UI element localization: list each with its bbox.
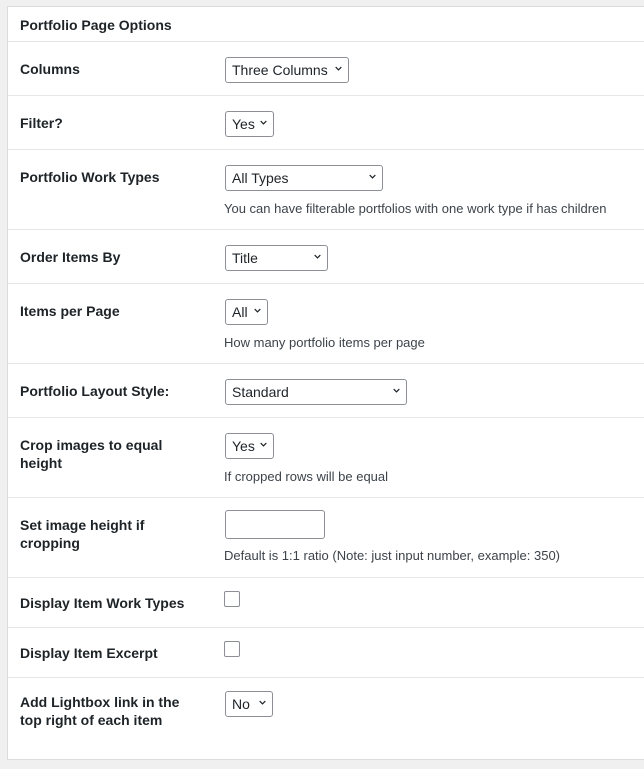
display-excerpt-label: Display Item Excerpt [20, 645, 158, 661]
columns-label: Columns [20, 61, 80, 77]
items-per-page-label: Items per Page [20, 303, 120, 319]
lightbox-link-select[interactable] [225, 691, 273, 717]
filter-select[interactable] [225, 111, 274, 137]
columns-select-value: Three Columns [232, 62, 328, 78]
display-work-types-checkbox[interactable] [224, 591, 240, 607]
display-excerpt-checkbox[interactable] [224, 641, 240, 657]
work-types-label: Portfolio Work Types [20, 169, 160, 185]
crop-images-description: If cropped rows will be equal [224, 469, 389, 484]
lightbox-link-label: Add Lightbox link in the top right of each item [20, 694, 180, 728]
items-per-page-select[interactable] [225, 299, 268, 325]
image-height-label: Set image height if cropping [20, 517, 145, 551]
row-display-work-types [8, 578, 644, 628]
row-work-types [8, 150, 644, 230]
chevron-down-icon [259, 699, 266, 706]
portfolio-options-panel [7, 6, 644, 760]
panel-title: Portfolio Page Options [8, 7, 644, 42]
row-filter [8, 96, 644, 150]
chevron-down-icon [393, 387, 400, 394]
work-types-select[interactable] [225, 165, 383, 191]
order-by-label: Order Items By [20, 249, 121, 265]
order-by-select[interactable] [225, 245, 328, 271]
row-columns [8, 42, 644, 96]
layout-style-label: Portfolio Layout Style: [20, 383, 170, 399]
layout-style-select-value: Standard [232, 384, 289, 400]
row-layout-style [8, 364, 644, 418]
crop-images-select-value: Yes [232, 438, 255, 454]
work-types-description: You can have filterable portfolios with one work type if has children [224, 201, 607, 216]
work-types-select-value: All Types [232, 170, 289, 186]
chevron-down-icon [260, 119, 267, 126]
chevron-down-icon [260, 441, 267, 448]
row-display-excerpt [8, 628, 644, 678]
chevron-down-icon [335, 65, 342, 72]
lightbox-link-select-value: No [232, 696, 250, 712]
image-height-description: Default is 1:1 ratio (Note: just input number, example: 350) [224, 548, 561, 563]
chevron-down-icon [254, 307, 261, 314]
row-crop-images [8, 418, 644, 498]
crop-images-label: Crop images to equal height [20, 437, 163, 471]
order-by-select-value: Title [232, 250, 258, 266]
row-lightbox-link [8, 678, 644, 748]
columns-select[interactable] [225, 57, 349, 83]
items-per-page-description: How many portfolio items per page [224, 335, 425, 350]
row-image-height [8, 498, 644, 578]
filter-select-value: Yes [232, 116, 255, 132]
display-work-types-label: Display Item Work Types [20, 595, 185, 611]
row-order-by [8, 230, 644, 284]
items-per-page-select-value: All [232, 304, 248, 320]
row-items-per-page [8, 284, 644, 364]
layout-style-select[interactable] [225, 379, 407, 405]
chevron-down-icon [369, 173, 376, 180]
filter-label: Filter? [20, 115, 63, 131]
crop-images-select[interactable] [225, 433, 274, 459]
chevron-down-icon [314, 253, 321, 260]
image-height-input[interactable] [225, 510, 325, 539]
